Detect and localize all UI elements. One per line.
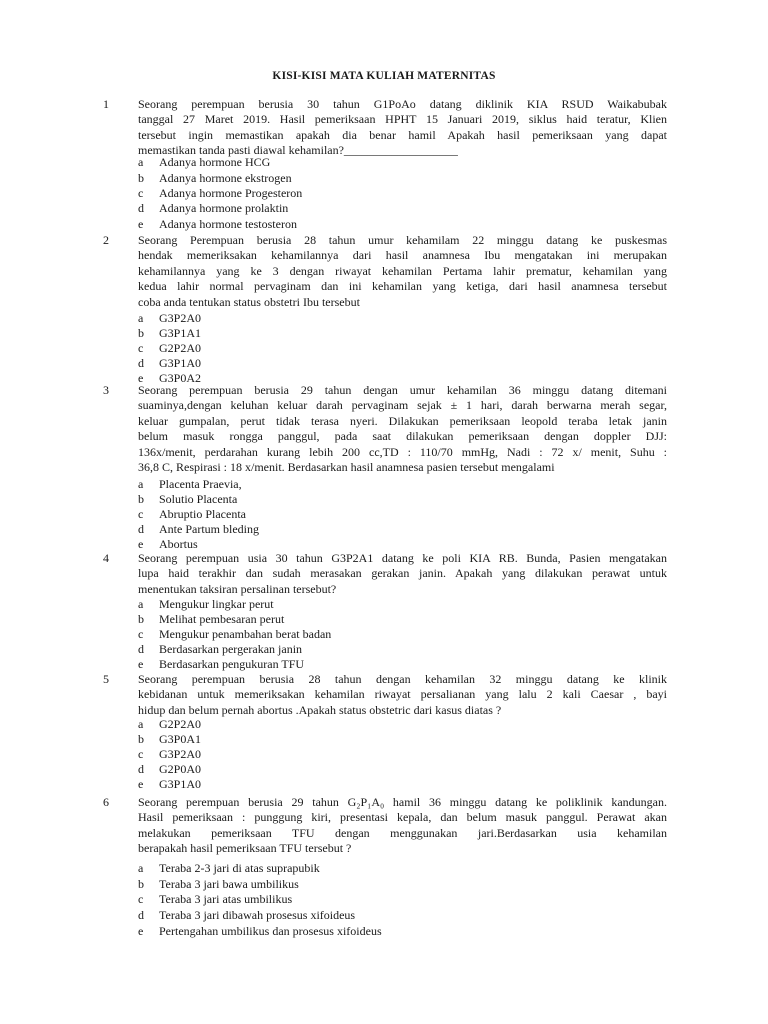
option-text: G3P1A1: [159, 326, 202, 340]
question-text-line: Hasil pemeriksaan : punggung kiri, presentasi kepala, dan belum masuk panggul. Perawat akan: [138, 810, 667, 825]
option-text: G3P1A0: [159, 777, 202, 791]
question-text-line: Seorang perempuan berusia 29 tahun G₂P₁A₀ hamil 36 minggu datang ke poliklinik kandungan.: [138, 795, 667, 809]
question-text-line: lupa haid terakhir dan sudah merasakan gerakan janin. Apakah yang dilakukan perawat untuk: [138, 566, 667, 581]
document-title: KISI-KISI MATA KULIAH MATERNITAS: [272, 70, 496, 82]
option-text: Teraba 3 jari atas umbilikus: [159, 892, 293, 906]
option-letter: b: [138, 732, 144, 746]
question-text: [138, 233, 667, 310]
option-text: Placenta Praevia,: [159, 477, 242, 491]
option-text: Adanya hormone testosteron: [159, 217, 297, 231]
question-text-line: Seorang perempuan berusia 29 tahun dengan umur kehamilan 36 minggu datang ditemani: [138, 383, 667, 397]
option-text: Mengukur penambahan berat badan: [159, 627, 332, 641]
option-letter: e: [138, 371, 144, 385]
question-text-line: memastikan tanda pasti diawal kehamilan?___________________: [138, 143, 458, 158]
question-number: 5: [103, 672, 109, 686]
option-text: Teraba 2-3 jari di atas suprapubik: [159, 861, 320, 875]
option-text: Adanya hormone prolaktin: [159, 201, 289, 215]
question-text-line: suaminya,dengan keluhan keluar darah pervaginam sejak ± 1 hari, darah berwarna merah segar,: [138, 398, 667, 413]
option-text: Ante Partum bleding: [159, 522, 259, 536]
option-letter: a: [138, 311, 144, 325]
option-text: Melihat pembesaran perut: [159, 612, 285, 626]
question-text-line: kebidanan untuk memeriksakan kehamilan riwayat persalianan yang lalu 2 kali Caesar , bayi: [138, 687, 667, 702]
option-letter: c: [138, 892, 144, 906]
option-letter: e: [138, 777, 144, 791]
question-text-line: 36,8 C, Respirasi : 18 x/menit. Berdasarkan hasil anamnesa pasien tersebut mengalami: [138, 460, 555, 475]
question-text-line: Seorang perempuan usia 30 tahun G3P2A1 datang ke poli KIA RB. Bunda, Pasien mengatakan: [138, 551, 667, 565]
option-letter: d: [138, 642, 144, 656]
question-text: [138, 383, 667, 475]
option-text: G3P2A0: [159, 311, 202, 325]
question-text-line: Seorang perempuan berusia 28 tahun dengan kehamilan 32 minggu datang ke klinik: [138, 672, 667, 686]
question-text-line: tersebut ingin memastikan apakah dia benar hamil Apakah hasil pemeriksaan yang dapat: [138, 127, 667, 142]
question-text-line: hidup dan belum pernah abortus .Apakah status obstetric dari kasus diatas ?: [138, 702, 502, 717]
question-text: [138, 97, 667, 159]
option-text: G3P0A1: [159, 732, 202, 746]
option-letter: a: [138, 155, 144, 169]
option-letter: e: [138, 657, 144, 671]
option-text: Adanya hormone ekstrogen: [159, 171, 292, 185]
question-text-line: menentukan taksiran persalinan tersebut?: [138, 581, 337, 596]
question-text-line: Seorang Perempuan berusia 28 tahun umur kehamilam 22 minggu datang ke puskesmas: [138, 233, 667, 247]
question-text: [138, 795, 667, 857]
question-number: 4: [103, 551, 109, 565]
option-text: G3P1A0: [159, 356, 202, 370]
question-text-line: melakukan pemeriksaan TFU dengan menggunakan jari.Berdasarkan usia kehamilan: [138, 825, 667, 840]
option-letter: d: [138, 522, 144, 536]
option-letter: b: [138, 492, 144, 506]
option-letter: d: [138, 908, 144, 922]
question-number: 2: [103, 233, 109, 247]
option-letter: c: [138, 186, 144, 200]
question-text-line: belum masuk rongga panggul, pada saat dilakukan pemeriksaan dengan doppler DJJ:: [138, 429, 667, 444]
option-letter: c: [138, 341, 144, 355]
option-letter: d: [138, 762, 144, 776]
question-number: 6: [103, 795, 109, 809]
option-text: G3P0A2: [159, 371, 202, 385]
option-letter: c: [138, 507, 144, 521]
question-text-line: kedua lahir normal pervaginam dan ini kehamilan yang ketiga, dari hasil anamnesa tersebut: [138, 279, 667, 294]
option-letter: a: [138, 861, 144, 875]
question-text: [138, 672, 667, 718]
option-letter: a: [138, 597, 144, 611]
option-text: G3P2A0: [159, 747, 202, 761]
option-letter: b: [138, 612, 144, 626]
option-letter: c: [138, 747, 144, 761]
question-text-line: keluar gumpalan, perut tidak terasa nyeri. Dilakukan pemeriksaan leopold teraba letak janin: [138, 413, 667, 428]
question-text-line: kehamilannya yang ke 3 dengan riwayat kehamilan Pertama lahir prematur, kehamilan yang: [138, 263, 667, 278]
option-text: G2P2A0: [159, 717, 202, 731]
option-text: G2P2A0: [159, 341, 202, 355]
option-text: Teraba 3 jari bawa umbilikus: [159, 877, 299, 891]
option-text: Pertengahan umbilikus dan prosesus xifoideus: [159, 924, 382, 938]
option-letter: a: [138, 477, 144, 491]
question-text-line: hendak memeriksakan kehamilannya dari hasil anamnesa Ibu mengatakan ini merupakan: [138, 248, 667, 263]
option-text: Mengukur lingkar perut: [159, 597, 274, 611]
option-text: Berdasarkan pengukuran TFU: [159, 657, 305, 671]
option-letter: e: [138, 924, 144, 938]
option-letter: b: [138, 326, 144, 340]
option-letter: d: [138, 356, 144, 370]
option-letter: c: [138, 627, 144, 641]
question-text: [138, 551, 667, 597]
option-letter: a: [138, 717, 144, 731]
question-text-line: 136x/menit, perdarahan kurang lebih 200 cc,TD : 110/70 mmHg, Nadi : 72 x/ menit, Suhu :: [138, 444, 667, 459]
option-letter: b: [138, 877, 144, 891]
option-letter: b: [138, 171, 144, 185]
option-letter: e: [138, 537, 144, 551]
question-number: 3: [103, 383, 109, 397]
question-number: 1: [103, 97, 109, 111]
question-text-line: berapakah hasil pemeriksaan TFU tersebut ?: [138, 841, 352, 856]
question-text-line: tanggal 27 Maret 2019. Hasil pemeriksaan HPHT 15 Januari 2019, siklus haid teratur, Klien: [138, 112, 667, 127]
question-text-line: Seorang perempuan berusia 30 tahun G1PoAo datang diklinik KIA RSUD Waikabubak: [138, 97, 667, 111]
option-text: Teraba 3 jari dibawah prosesus xifoideus: [159, 908, 356, 922]
question-text-line: coba anda tentukan status obstetri Ibu tersebut: [138, 294, 360, 309]
option-text: G2P0A0: [159, 762, 202, 776]
option-letter: d: [138, 201, 144, 215]
option-text: Abortus: [159, 537, 198, 551]
option-text: Berdasarkan pergerakan janin: [159, 642, 303, 656]
option-text: Solutio Placenta: [159, 492, 238, 506]
option-letter: e: [138, 217, 144, 231]
option-text: Adanya hormone Progesteron: [159, 186, 303, 200]
option-text: Abruptio Placenta: [159, 507, 246, 521]
option-text: Adanya hormone HCG: [159, 155, 271, 169]
